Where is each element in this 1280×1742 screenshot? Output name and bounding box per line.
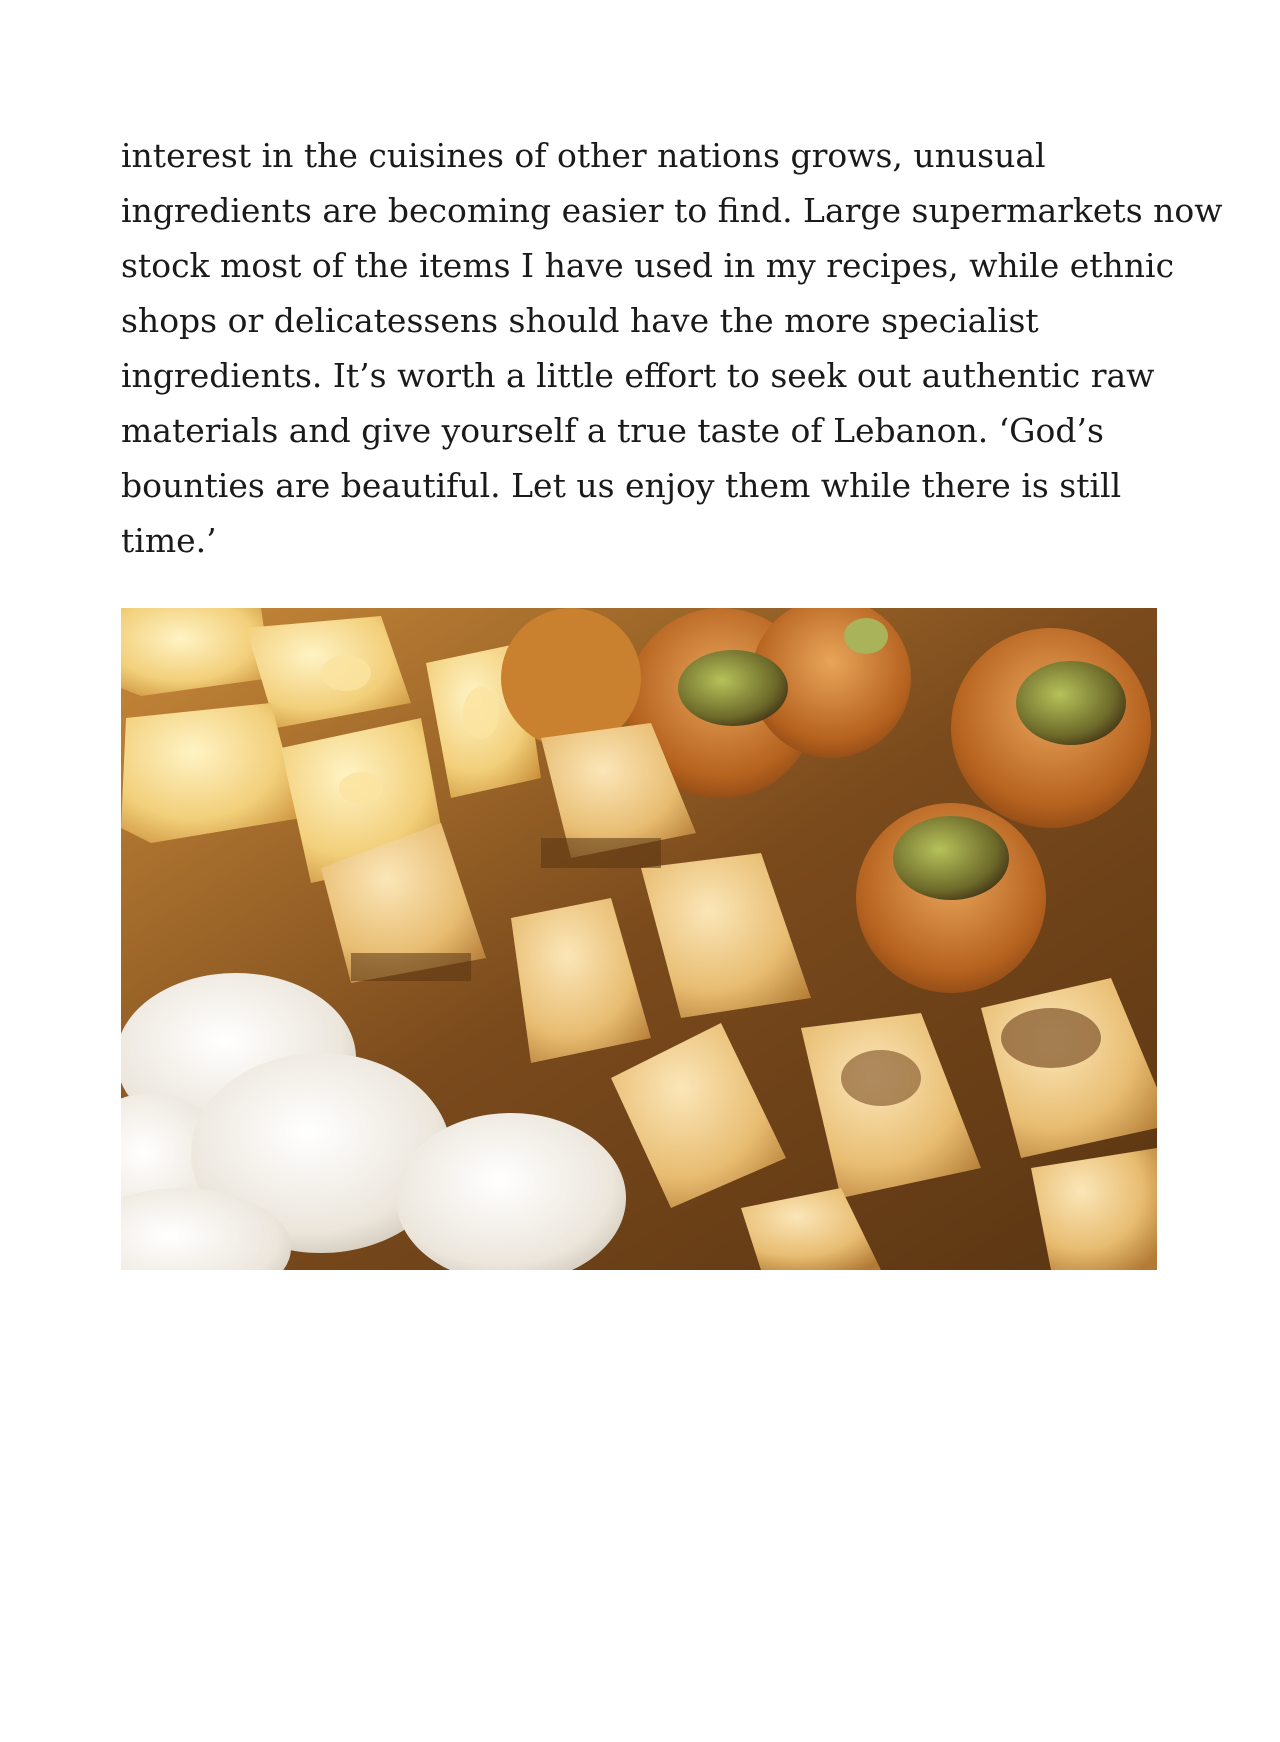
paragraph-line: time.’: [121, 521, 217, 560]
paragraph-line: stock most of the items I have used in my recipes, while ethnic: [121, 246, 1175, 285]
pastry-photo: [121, 608, 1157, 1270]
paragraph-line: ingredients are becoming easier to find. Large supermarkets now: [121, 191, 1223, 230]
paragraph-line: ingredients. It’s worth a little effort to seek out authentic raw: [121, 356, 1155, 395]
paragraph-line: materials and give yourself a true taste of Lebanon. ‘God’s: [121, 411, 1104, 450]
paragraph-line: interest in the cuisines of other nations grows, unusual: [121, 136, 1046, 175]
body-paragraph: [121, 128, 1223, 568]
paragraph-line: bounties are beautiful. Let us enjoy them while there is still: [121, 466, 1122, 505]
paragraph-line: shops or delicatessens should have the more specialist: [121, 301, 1039, 340]
